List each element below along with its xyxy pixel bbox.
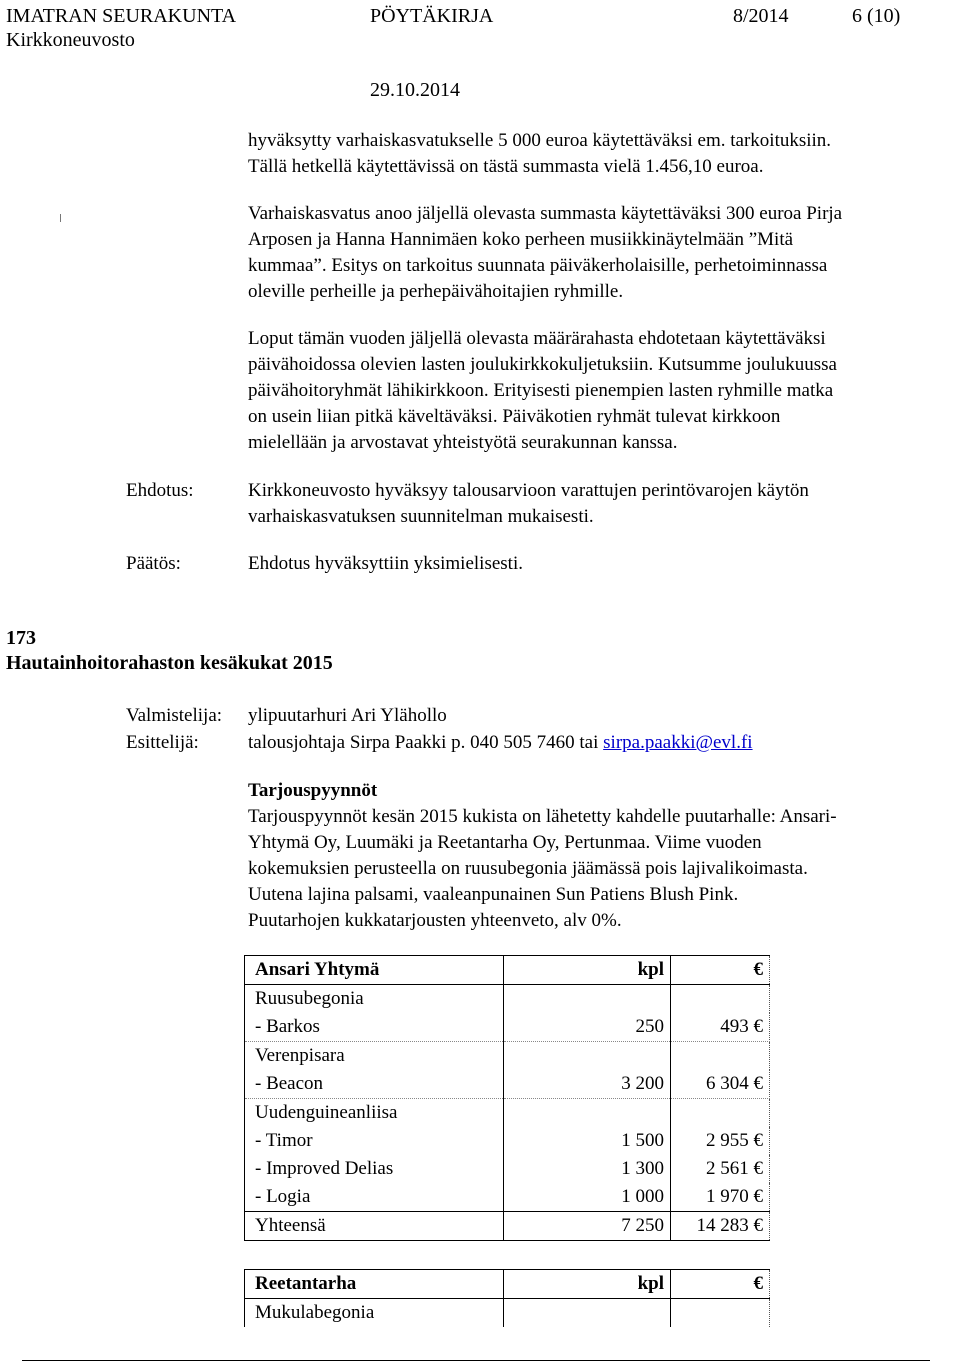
text-line: on usein liian pitkä käveltäväksi. Päiväkotien ryhmät tulevat kirkkoon (248, 406, 781, 427)
offer-table-ansari (244, 955, 770, 1241)
decision-text (248, 551, 948, 577)
table-cell: - Improved Delias (245, 1155, 504, 1183)
table-row (245, 1070, 770, 1099)
table-header-row (245, 956, 770, 985)
table-cell: Mukulabegonia (245, 1299, 504, 1328)
text-line: Kirkkoneuvosto hyväksyy talousarvioon varattujen perintövarojen käytön (248, 480, 809, 501)
header-doc-type: PÖYTÄKIRJA (370, 5, 494, 27)
paragraph-request (248, 201, 948, 305)
table-header-supplier: Ansari Yhtymä (245, 956, 504, 985)
table-cell: 1 970 € (671, 1183, 770, 1212)
table-row (245, 1099, 770, 1128)
footer-divider (22, 1360, 930, 1361)
paragraph-remaining (248, 326, 948, 456)
table-cell: 7 250 (504, 1212, 671, 1241)
text-line: Ehdotus hyväksyttiin yksimielisesti. (248, 553, 523, 574)
subheading-tenders: Tarjouspyynnöt (248, 780, 378, 801)
text-line: Yhtymä Oy, Luumäki ja Reetantarha Oy, Pertunmaa. Viime vuoden (248, 832, 762, 853)
text-line: varhaiskasvatuksen suunnitelman mukaisesti. (248, 506, 594, 527)
table-row (245, 1155, 770, 1183)
table-cell: - Timor (245, 1127, 504, 1155)
table-cell: 6 304 € (671, 1070, 770, 1099)
text-line: mielellään ja arvostavat yhteistyötä seurakunnan kanssa. (248, 432, 678, 453)
offer-table-reetantarha (244, 1269, 770, 1327)
section-number: 173 (6, 627, 36, 649)
table-row (245, 1042, 770, 1071)
text-line: päivähoidossa olevien lasten joulukirkkokuljetuksiin. Kutsumme joulukuussa (248, 354, 837, 375)
header-date: 29.10.2014 (370, 79, 460, 101)
table-cell: Verenpisara (245, 1042, 504, 1071)
table-header-qty: kpl (504, 1270, 671, 1299)
table-cell: 1 300 (504, 1155, 671, 1183)
table-header-eur: € (671, 956, 770, 985)
text-line: kokemuksien perusteella on ruusubegonia jäämässä pois lajivalikoimasta. (248, 858, 808, 879)
section-title: Hautainhoitorahaston kesäkukat 2015 (6, 652, 333, 674)
presenter-label: Esittelijä: (126, 732, 199, 753)
table-row (245, 1299, 770, 1328)
text-line: oleville perheille ja perhepäivähoitajien ryhmille. (248, 281, 624, 302)
table-cell: 2 561 € (671, 1155, 770, 1183)
table-header-supplier: Reetantarha (245, 1270, 504, 1299)
table-row (245, 1013, 770, 1042)
header-number: 8/2014 (733, 5, 789, 27)
text-line: Uutena lajina palsami, vaaleanpunainen Sun Patiens Blush Pink. (248, 884, 739, 905)
proposal-text (248, 478, 948, 530)
table-cell: 14 283 € (671, 1212, 770, 1241)
table-cell (671, 1099, 770, 1128)
header-body: Kirkkoneuvosto (6, 29, 135, 51)
margin-mark (60, 214, 61, 222)
text-line: Puutarhojen kukkatarjousten yhteenveto, alv 0%. (248, 910, 622, 931)
table-cell: 1 500 (504, 1127, 671, 1155)
proposal-label: Ehdotus: (126, 480, 194, 501)
text-line: Loput tämän vuoden jäljellä olevasta määrärahasta ehdotetaan käytettäväksi (248, 328, 826, 349)
paragraph-funding (248, 128, 948, 180)
presenter-email-link[interactable]: sirpa.paakki@evl.fi (603, 732, 753, 753)
table-cell (504, 1299, 671, 1328)
decision-label: Päätös: (126, 553, 181, 574)
table-row (245, 1127, 770, 1155)
table-row (245, 985, 770, 1014)
table-cell: Yhteensä (245, 1212, 504, 1241)
table-cell: 2 955 € (671, 1127, 770, 1155)
table-cell (671, 985, 770, 1014)
text-line: Varhaiskasvatus anoo jäljellä olevasta summasta käytettäväksi 300 euroa Pirja (248, 203, 843, 224)
table-cell: Uudenguineanliisa (245, 1099, 504, 1128)
table-cell: - Beacon (245, 1070, 504, 1099)
text-line: hyväksytty varhaiskasvatukselle 5 000 euroa käytettäväksi em. tarkoituksiin. (248, 130, 832, 151)
paragraph-tenders (248, 804, 948, 934)
text-line: Tällä hetkellä käytettävissä on tästä summasta vielä 1.456,10 euroa. (248, 156, 764, 177)
presenter-info (248, 730, 753, 756)
table-cell: 493 € (671, 1013, 770, 1042)
table-cell (504, 1099, 671, 1128)
text-line: päivähoitoryhmät lähikirkkoon. Erityisesti pienempien lasten ryhmille matka (248, 380, 834, 401)
table-row (245, 1183, 770, 1212)
table-header-qty: kpl (504, 956, 671, 985)
table-cell (671, 1299, 770, 1328)
table-cell: Ruusubegonia (245, 985, 504, 1014)
preparer-label: Valmistelija: (126, 705, 223, 726)
header-org: IMATRAN SEURAKUNTA (6, 5, 237, 27)
table-total-row (245, 1212, 770, 1241)
header-page: 6 (10) (852, 5, 901, 27)
text-line: Arposen ja Hanna Hannimäen koko perheen musiikkinäytelmään ”Mitä (248, 229, 794, 250)
table-cell (504, 985, 671, 1014)
table-cell: - Logia (245, 1183, 504, 1212)
presenter-text: talousjohtaja Sirpa Paakki p. 040 505 7460 tai (248, 732, 599, 753)
table-header-row (245, 1270, 770, 1299)
table-header-eur: € (671, 1270, 770, 1299)
text-line: Tarjouspyynnöt kesän 2015 kukista on lähetetty kahdelle puutarhalle: Ansari- (248, 806, 837, 827)
table-cell (671, 1042, 770, 1071)
preparer-name: ylipuutarhuri Ari Ylähollo (248, 705, 447, 726)
table-cell: 1 000 (504, 1183, 671, 1212)
table-cell: - Barkos (245, 1013, 504, 1042)
table-cell (504, 1042, 671, 1071)
table-cell: 3 200 (504, 1070, 671, 1099)
table-cell: 250 (504, 1013, 671, 1042)
text-line: kummaa”. Esitys on tarkoitus suunnata päiväkerholaisille, perhetoiminnassa (248, 255, 828, 276)
